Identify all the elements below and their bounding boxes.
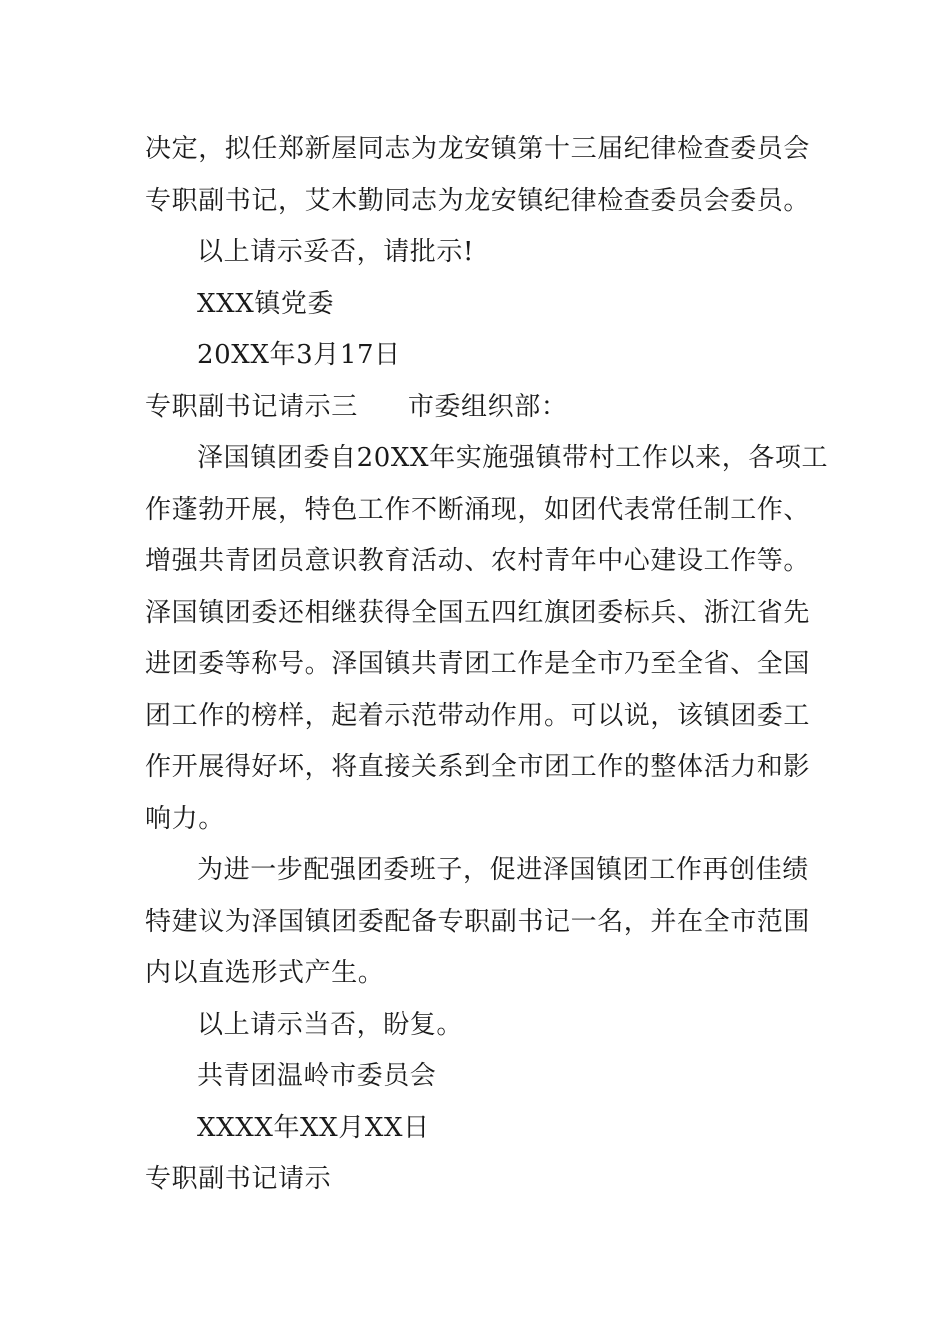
date-line: 20XX年3月17日	[197, 340, 401, 370]
section-heading: 专职副书记请示	[145, 1164, 332, 1194]
text-line: 响力。	[145, 803, 225, 834]
text-line: 作蓬勃开展，特色工作不断涌现，如团代表常任制工作、	[145, 494, 811, 525]
signature-line: XXX镇党委	[197, 288, 335, 319]
text-line: 团工作的榜样，起着示范带动作用。可以说，该镇团委工	[145, 700, 811, 731]
text-line: 泽国镇团委自20XX年实施强镇带村工作以来，各项工	[197, 443, 829, 473]
text-line: 进团委等称号。泽国镇共青团工作是全市乃至全省、全国	[145, 649, 811, 679]
section-heading: 专职副书记请示三	[145, 391, 358, 422]
text-line: 特建议为泽国镇团委配备专职副书记一名，并在全市范围	[145, 906, 811, 937]
text-line: 增强共青团员意识教育活动、农村青年中心建设工作等。	[145, 546, 811, 576]
text-line: 为进一步配强团委班子，促进泽国镇团工作再创佳绩	[197, 855, 809, 885]
section-heading-line	[145, 382, 807, 434]
text-line: 作开展得好坏，将直接关系到全市团工作的整体活力和影	[145, 752, 811, 782]
text-line: 以上请示当否，盼复。	[197, 1009, 464, 1040]
text-line: 专职副书记，艾木勤同志为龙安镇纪律检查委员会委员。	[145, 185, 811, 216]
date-line: XXXX年XX月XX日	[197, 1112, 430, 1143]
text-line: 内以直选形式产生。	[145, 958, 385, 988]
text-line: 泽国镇团委还相继获得全国五四红旗团委标兵、浙江省先	[145, 597, 811, 628]
text-line: 以上请示妥否，请批示!	[197, 237, 475, 267]
text-line: 决定，拟任郑新屋同志为龙安镇第十三届纪律检查委员会	[145, 134, 811, 164]
signature-line: 共青团温岭市委员会	[197, 1061, 437, 1091]
document-body	[145, 124, 829, 1206]
recipient: 市委组织部：	[407, 391, 568, 422]
